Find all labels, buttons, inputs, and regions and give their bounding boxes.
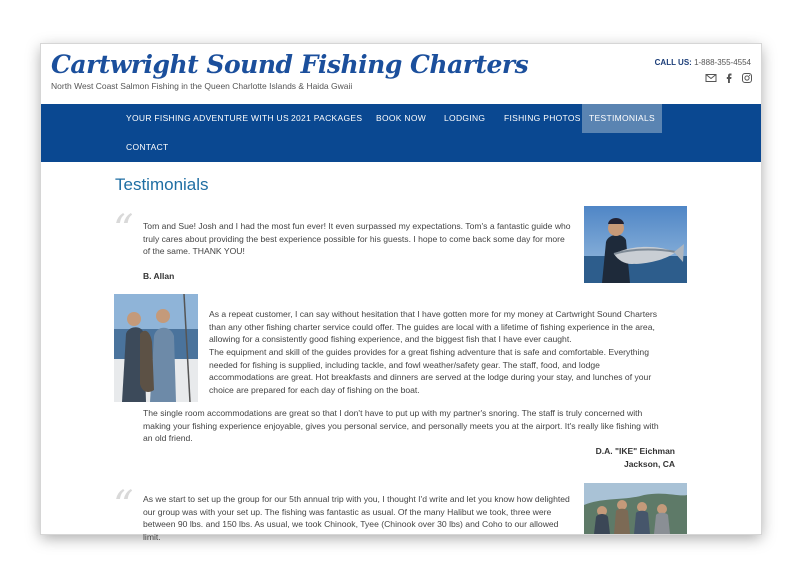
testimonial-2-paragraph-2: The equipment and skill of the guides provides for a great fishing adventure that is safe and comfortable. Everything needed for fishing is supplied, including tackle, and fowl weather/safety gear. The staff, food, and lodge accommodations are great. Hot breakfasts and dinners are served at the lodge during your stay, and lunches of your choice are prepared for each day of fishing on the boat. — [209, 347, 652, 395]
site-tagline: North West Coast Salmon Fishing in the Queen Charlotte Islands & Haida Gwaii — [51, 81, 353, 91]
site-header — [41, 44, 761, 104]
call-us — [655, 58, 751, 67]
nav-item-book-now[interactable]: BOOK NOW — [376, 113, 427, 123]
testimonial-3-text: As we start to set up the group for our 5th annual trip with you, I thought I'd write and let you know how delighted our group was with your set up. The fishing was fantastic as usual. Of the many Halibut we took, three were between 90 lbs. and 150 lbs. As usual, we took Chinook, Tyee (Chinook over 30 lbs) and Coho to our allowed limit. — [143, 494, 570, 542]
nav-item-fishing-photos[interactable]: FISHING PHOTOS — [504, 113, 581, 123]
group-photo — [584, 483, 687, 534]
main-nav — [41, 104, 761, 162]
instagram-icon[interactable] — [741, 71, 753, 83]
testimonial-2-location: Jackson, CA — [623, 459, 675, 469]
testimonial-2-paragraph-3: The single room accommodations are great so that I don't have to put up with my partner's snoring. The staff is truly concerned with making your fishing experience enjoyable, gives you personal service, and personally meets you at the airport. It's really like fishing with an old friend. — [143, 408, 659, 443]
testimonial-1-author: B. Allan — [143, 271, 175, 281]
nav-item-testimonials[interactable]: TESTIMONIALS — [582, 104, 662, 133]
browser-page — [41, 44, 761, 542]
social-links — [705, 71, 753, 83]
main-content — [41, 162, 761, 542]
mail-icon[interactable] — [705, 71, 717, 83]
page-title: Testimonials — [115, 175, 209, 194]
fisherman-salmon-photo — [584, 206, 687, 283]
testimonial-2-paragraph-1: As a repeat customer, I can say without hesitation that I have gotten more for my money at Cartwright Sound Charters than any other fishing charter service could offer. The guides are local with a lifetime of fishing experience in the area, allowing for a consistently good fishing experience, and the biggest fish that I have ever caught. — [209, 309, 658, 344]
call-us-label: CALL US: — [654, 58, 692, 67]
anglers-halibut-photo — [114, 294, 198, 402]
quote-mark-icon: “ — [113, 207, 134, 253]
phone-number[interactable]: 1-888-355-4554 — [694, 58, 751, 67]
nav-item-packages[interactable]: 2021 PACKAGES — [291, 113, 363, 123]
testimonial-1-text: Tom and Sue! Josh and I had the most fun ever! It even surpassed my expectations. Tom's a fantastic guide who truly cares about providing the best experience possible for his guests. I hope to come back some day for more of the same. THANK YOU! — [143, 221, 571, 256]
quote-mark-icon: “ — [113, 483, 134, 529]
facebook-icon[interactable] — [723, 71, 735, 83]
testimonial-2-author: D.A. "IKE" Eichman — [595, 446, 675, 456]
site-logo[interactable]: Cartwright Sound Fishing Charters — [51, 50, 529, 79]
nav-item-fishing-adventure[interactable]: YOUR FISHING ADVENTURE WITH US — [126, 113, 289, 123]
nav-item-lodging[interactable]: LODGING — [444, 113, 486, 123]
nav-item-contact[interactable]: CONTACT — [126, 142, 169, 152]
